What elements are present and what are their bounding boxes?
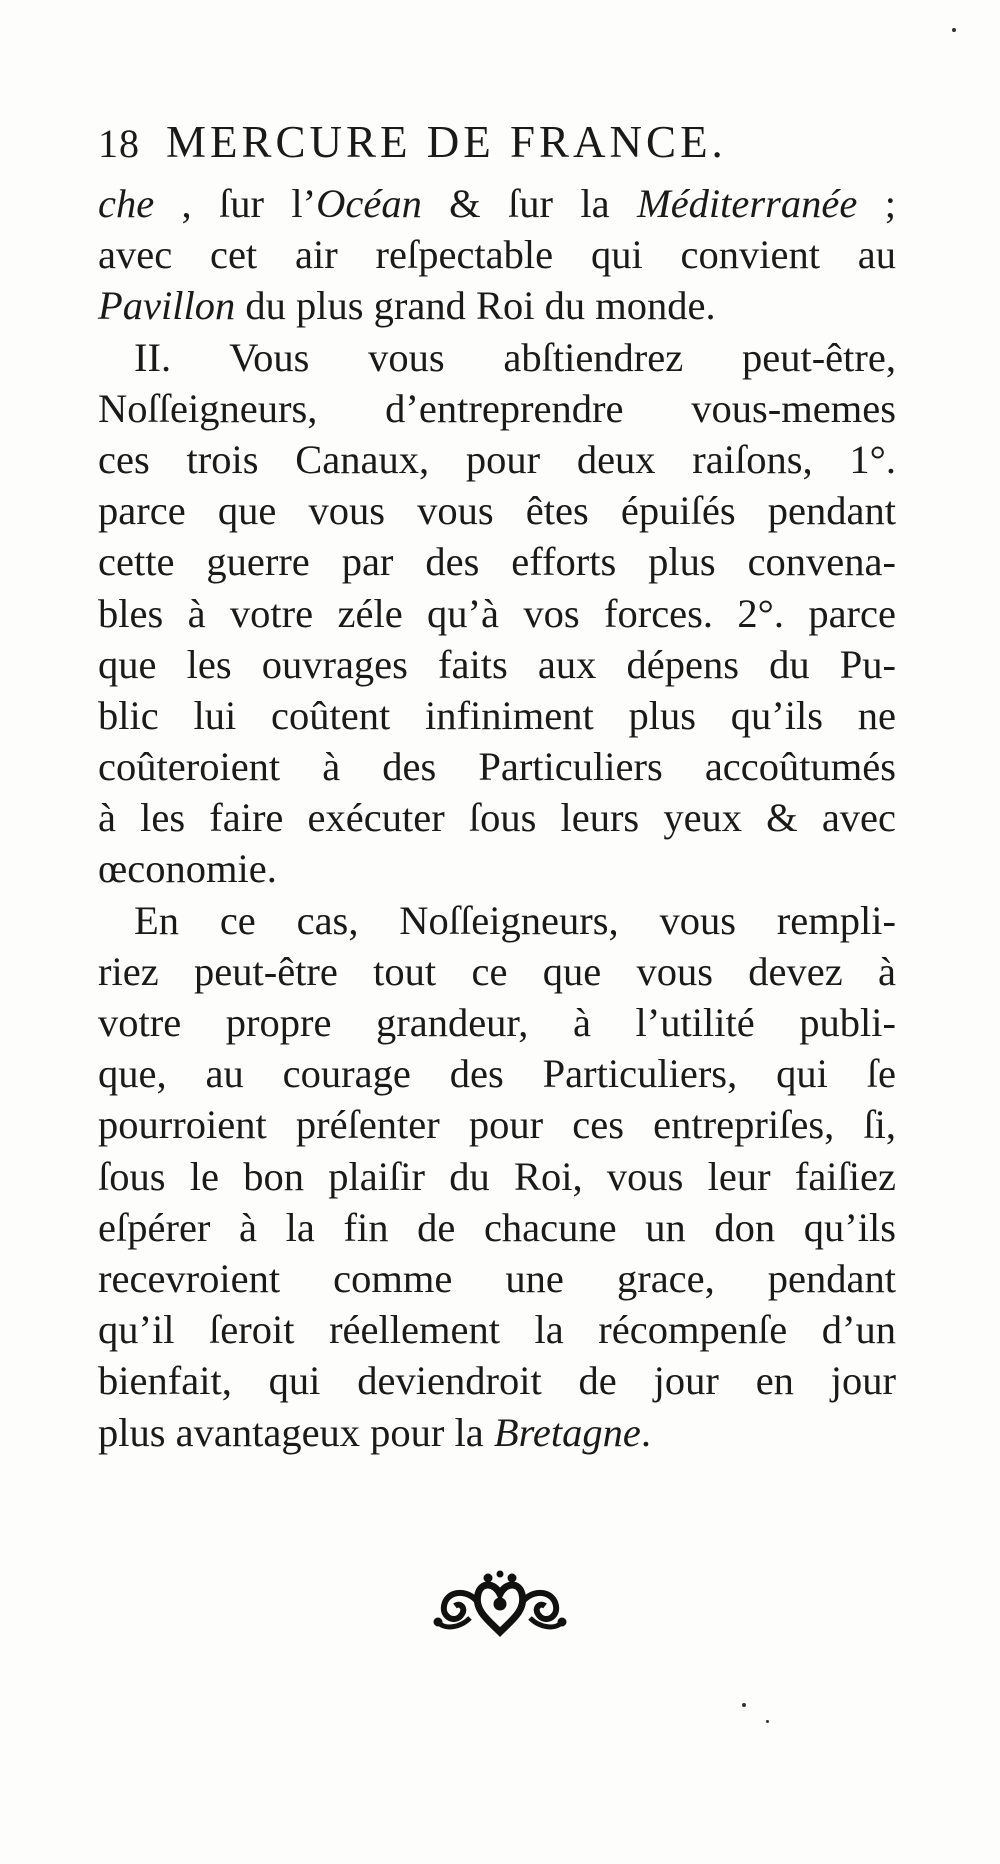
text-line-3: Pavillon du plus grand Roi du monde. [98, 283, 716, 329]
running-title: MERCURE DE FRANCE. [166, 117, 727, 167]
text-line-17: votre propre grandeur, à l’utilité publi- [98, 1000, 896, 1045]
page-number: 18 [98, 121, 140, 166]
text-line-20: ſous le bon plaiſir du Roi, vous leur faiſiez [98, 1153, 896, 1199]
text-line-11: blic lui coûtent infiniment plus qu’ils ne [98, 692, 896, 738]
text-line-10: que les ouvrages faits aux dépens du Pu- [98, 641, 896, 687]
paper-speck [952, 28, 956, 32]
text-line-24: bienfait, qui deviendroit de jour en jour [98, 1358, 896, 1404]
text-line-25: plus avantageux pour la Bretagne. [98, 1409, 651, 1455]
text-line-13: à les faire exécuter ſous leurs yeux & avec [98, 795, 896, 841]
paper-speck [766, 1720, 769, 1723]
paper-speck [742, 1703, 746, 1707]
text-line-1: che , ſur l’Océan & ſur la Méditerranée ; [98, 181, 896, 226]
text-line-5: Noſſeigneurs, d’entreprendre vous-memes [98, 385, 896, 431]
text-line-4: II. Vous vous abſtiendrez peut-être, [134, 334, 896, 380]
body-text [98, 178, 896, 1458]
text-line-21: eſpérer à la fin de chacune un don qu’ils [98, 1204, 896, 1250]
text-line-6: ces trois Canaux, pour deux raiſons, 1°. [98, 436, 896, 482]
text-line-2: avec cet air reſpectable qui convient au [98, 232, 896, 278]
fleuron-ornament-icon [430, 1570, 570, 1642]
text-line-8: cette guerre par des efforts plus convena- [98, 539, 896, 585]
text-line-14: œconomie. [98, 846, 277, 892]
text-line-7: parce que vous vous êtes épuiſés pendant [98, 488, 896, 534]
text-line-16: riez peut-être tout ce que vous devez à [98, 948, 896, 994]
text-line-9: bles à votre zéle qu’à vos forces. 2°. parce [98, 590, 896, 636]
text-line-18: que, au courage des Particuliers, qui ſe [98, 1051, 896, 1097]
text-line-23: qu’il ſeroit réellement la récompenſe d’un [98, 1307, 896, 1353]
text-line-12: coûteroient à des Particuliers accoûtumés [98, 744, 896, 790]
text-line-15: En ce cas, Noſſeigneurs, vous rempli- [134, 897, 896, 943]
text-line-19: pourroient préſenter pour ces entrepriſes, ſi, [98, 1102, 896, 1148]
text-line-22: recevroient comme une grace, pendant [98, 1255, 896, 1301]
running-header [98, 112, 858, 172]
